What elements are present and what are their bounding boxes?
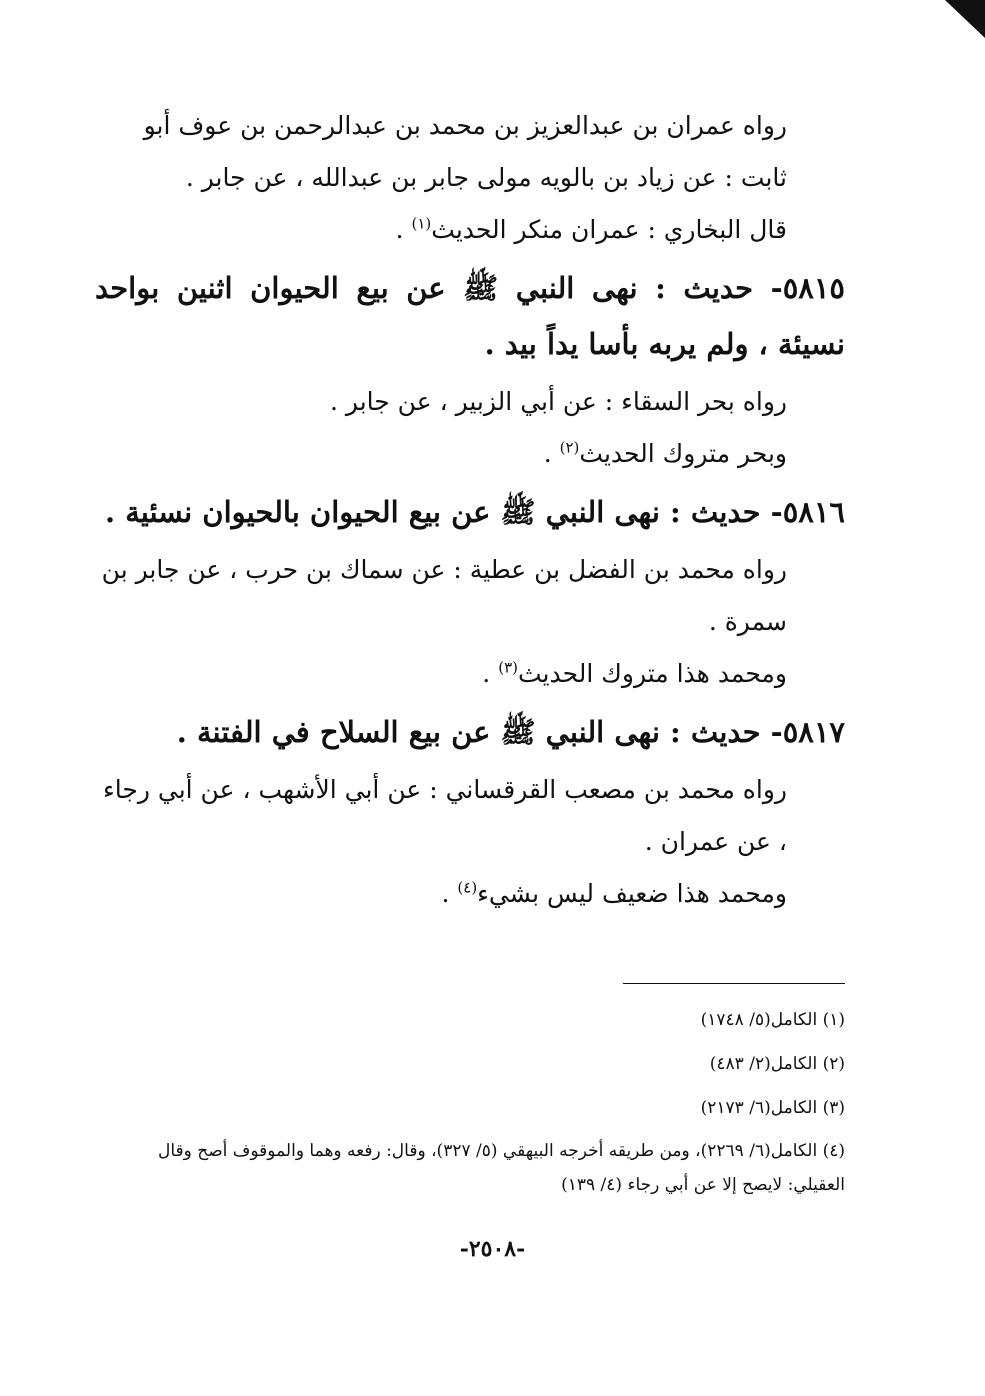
- main-text: [95, 100, 845, 920]
- narration-paragraph: رواه محمد بن مصعب القرقساني : عن أبي الأشهب ، عن أبي رجاء ، عن عمران .: [103, 775, 787, 856]
- hadith-number: ٥٨١٦-: [760, 495, 845, 529]
- footnote-4: (٤) الكامل(٦/ ٢٢٦٩)، ومن طريقه أخرجه البيهقي (٥/ ٣٢٧)، وقال: رفعه وهما والموقوف أصح وقال العقيلي: لايصح إلا عن أبي رجاء (٤/ ١٣٩): [157, 1141, 845, 1195]
- page-number: -٢٥٠٨-: [459, 1236, 526, 1262]
- hadith-heading: ٥٨١٧- حديث : نهى النبي ﷺ عن بيع السلاح في الفتنة .: [176, 715, 845, 749]
- footnote-3: (٣) الكامل(٦/ ٢١٧٣): [700, 1098, 845, 1118]
- footnote-2: (٢) الكامل(٢/ ٤٨٣): [709, 1054, 845, 1074]
- footnote-ref[interactable]: (٢): [559, 438, 580, 457]
- hadith-heading: ٥٨١٥- حديث : نهى النبي ﷺ عن بيع الحيوان اثنين بواحد نسيئة ، ولم يربه بأسا يداً بيد .: [95, 271, 845, 361]
- footnote-ref[interactable]: (٣): [498, 658, 518, 677]
- grading-paragraph: وبحر متروك الحديث$^{(٢)}$ .: [543, 438, 787, 468]
- grading-paragraph: ومحمد هذا ضعيف ليس بشيء$^{(٤)}$ .: [441, 878, 787, 908]
- footnotes: [108, 998, 845, 1202]
- narration-paragraph: رواه محمد بن الفضل بن عطية : عن سماك بن حرب ، عن جابر بن سمرة .: [101, 555, 787, 636]
- hadith-heading: ٥٨١٦- حديث : نهى النبي ﷺ عن بيع الحيوان بالحيوان نسئية .: [105, 495, 845, 529]
- footnote-ref[interactable]: (١): [411, 214, 432, 233]
- narration-paragraph: رواه بحر السقاء : عن أبي الزبير ، عن جابر .: [330, 387, 787, 416]
- grading-paragraph: قال البخاري : عمران منكر الحديث$^{(١)}$ .: [395, 214, 787, 244]
- footnote-1: (١) الكامل(٥/ ١٧٤٨): [700, 1010, 845, 1030]
- hadith-number: ٥٨١٧-: [760, 715, 845, 749]
- footnote-ref[interactable]: (٤): [457, 878, 478, 897]
- footnote-divider: [623, 983, 845, 984]
- grading-paragraph: ومحمد هذا متروك الحديث$^{(٣)}$ .: [482, 658, 787, 688]
- corner-mark: [945, 0, 985, 38]
- narration-paragraph: رواه عمران بن عبدالعزيز بن محمد بن عبدالرحمن بن عوف أبو ثابت : عن زياد بن بالويه مولى جابر بن عبدالله ، عن جابر .: [143, 111, 787, 192]
- hadith-number: ٥٨١٥-: [753, 271, 845, 305]
